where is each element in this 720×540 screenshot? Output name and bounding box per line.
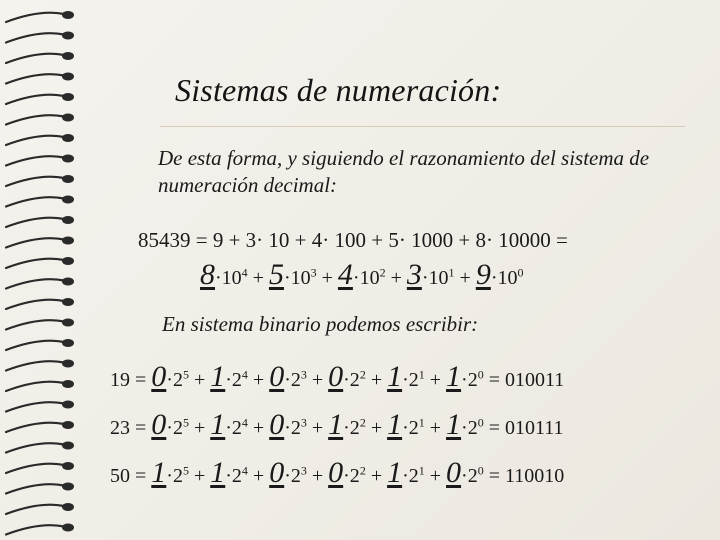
spiral-ring	[6, 423, 64, 432]
term-exponent: 0	[477, 367, 484, 382]
term-exponent: 5	[182, 463, 189, 478]
spiral-hole	[62, 216, 74, 224]
spiral-ring	[6, 238, 64, 247]
term-exponent: 0	[477, 463, 484, 478]
term-exponent: 5	[182, 367, 189, 382]
spiral-hole	[62, 32, 74, 40]
term-digit: 0	[328, 456, 344, 489]
spiral-ring	[6, 279, 64, 288]
row-lhs: 50 =	[110, 465, 152, 487]
title-divider	[160, 126, 685, 127]
spiral-hole	[62, 155, 74, 163]
term-operator: +	[306, 417, 329, 439]
spiral-ring	[6, 464, 64, 473]
binary-row-19	[110, 360, 564, 394]
binary-row-50	[110, 456, 564, 490]
term-exponent: 5	[182, 415, 189, 430]
row-lhs: 19 =	[110, 369, 152, 391]
spiral-hole	[62, 134, 74, 142]
notebook-spiral-binding	[0, 0, 86, 540]
term-operator: +	[454, 267, 476, 289]
powers-of-ten-line	[200, 258, 523, 292]
spiral-hole	[62, 401, 74, 409]
spiral-ring	[6, 361, 64, 370]
term-base: ·2	[225, 369, 242, 391]
term-base: ·2	[402, 465, 419, 487]
term-digit: 1	[446, 360, 462, 393]
term-digit: 1	[210, 456, 226, 489]
term-base: ·2	[402, 417, 419, 439]
term-operator: +	[385, 267, 407, 289]
spiral-hole	[62, 421, 74, 429]
term-operator: +	[306, 465, 329, 487]
term-base: ·10	[283, 267, 311, 289]
spiral-hole	[62, 73, 74, 81]
term-digit: 5	[268, 258, 284, 291]
spiral-hole	[62, 360, 74, 368]
spiral-hole	[62, 442, 74, 450]
term-base: ·10	[490, 267, 518, 289]
term-exponent: 0	[477, 415, 484, 430]
term-digit: 3	[406, 258, 422, 291]
spiral-ring	[6, 218, 64, 227]
binary-row-23	[110, 408, 564, 442]
spiral-hole	[62, 114, 74, 122]
row-lhs: 23 =	[110, 417, 152, 439]
term-digit: 0	[269, 360, 285, 393]
term-digit: 1	[387, 408, 403, 441]
term-exponent: 4	[241, 265, 248, 280]
term-operator: =	[483, 417, 505, 439]
term-exponent: 2	[359, 463, 366, 478]
spiral-hole	[62, 298, 74, 306]
term-operator: =	[483, 369, 505, 391]
term-base: ·2	[284, 417, 301, 439]
spiral-hole	[62, 339, 74, 347]
term-operator: +	[188, 369, 211, 391]
term-digit: 1	[210, 408, 226, 441]
spiral-ring	[6, 136, 64, 145]
term-operator: +	[424, 369, 447, 391]
spiral-ring	[6, 95, 64, 104]
spiral-hole	[62, 278, 74, 286]
spiral-hole	[62, 503, 74, 511]
row-result: 010011	[505, 369, 565, 391]
term-operator: +	[188, 417, 211, 439]
spiral-hole	[62, 52, 74, 60]
spiral-ring	[6, 33, 64, 42]
term-operator: +	[247, 369, 270, 391]
term-digit: 1	[151, 456, 167, 489]
term-operator: +	[424, 465, 447, 487]
term-exponent: 1	[418, 367, 425, 382]
term-exponent: 2	[359, 415, 366, 430]
term-base: ·2	[225, 465, 242, 487]
spiral-hole	[62, 11, 74, 19]
term-digit: 0	[446, 456, 462, 489]
term-operator: +	[247, 417, 270, 439]
spiral-ring	[6, 54, 64, 63]
term-digit: 1	[446, 408, 462, 441]
term-exponent: 2	[359, 367, 366, 382]
term-base: ·2	[284, 369, 301, 391]
term-operator: +	[316, 267, 338, 289]
term-exponent: 1	[418, 463, 425, 478]
term-base: ·2	[284, 465, 301, 487]
term-base: ·10	[215, 267, 242, 289]
term-digit: 1	[328, 408, 344, 441]
term-base: ·2	[166, 369, 183, 391]
term-base: ·2	[461, 417, 478, 439]
term-operator: =	[483, 465, 505, 487]
term-base: ·2	[461, 369, 478, 391]
term-digit: 0	[151, 360, 167, 393]
term-exponent: 2	[379, 265, 386, 280]
spiral-hole	[62, 483, 74, 491]
term-exponent: 3	[300, 367, 307, 382]
term-digit: 9	[475, 258, 491, 291]
term-operator: +	[188, 465, 211, 487]
term-exponent: 3	[300, 463, 307, 478]
binary-note: En sistema binario podemos escribir:	[162, 312, 479, 336]
term-digit: 1	[387, 456, 403, 489]
spiral-ring	[6, 74, 64, 83]
term-exponent: 3	[300, 415, 307, 430]
spiral-ring	[6, 300, 64, 309]
term-digit: 0	[269, 408, 285, 441]
term-base: ·2	[343, 465, 360, 487]
term-base: ·2	[166, 465, 183, 487]
spiral-hole	[62, 93, 74, 101]
term-exponent: 1	[448, 265, 455, 280]
term-operator: +	[365, 465, 388, 487]
term-operator: +	[247, 465, 270, 487]
term-digit: 1	[210, 360, 226, 393]
spiral-hole	[62, 196, 74, 204]
row-result: 010111	[505, 417, 564, 439]
spiral-hole	[62, 524, 74, 532]
row-result: 110010	[505, 465, 565, 487]
spiral-ring	[6, 156, 64, 165]
term-operator: +	[365, 417, 388, 439]
spiral-ring	[6, 320, 64, 329]
spiral-ring	[6, 115, 64, 124]
term-base: ·2	[461, 465, 478, 487]
spiral-ring	[6, 402, 64, 411]
term-exponent: 1	[418, 415, 425, 430]
spiral-hole	[62, 175, 74, 183]
spiral-hole	[62, 462, 74, 470]
term-operator: +	[247, 267, 269, 289]
slide-title: Sistemas de numeración:	[175, 72, 502, 108]
intro-text: De esta forma, y siguiendo el razonamiento del sistema de numeración decimal:	[158, 146, 650, 197]
spiral-ring	[6, 13, 64, 22]
term-exponent: 3	[310, 265, 317, 280]
term-operator: +	[365, 369, 388, 391]
spiral-ring	[6, 505, 64, 514]
term-base: ·2	[343, 369, 360, 391]
spiral-hole	[62, 257, 74, 265]
decimal-expansion-line: 85439 = 9 + 3· 10 + 4· 100 + 5· 1000 + 8· 10000 =	[138, 228, 568, 252]
term-digit: 1	[387, 360, 403, 393]
spiral-hole	[62, 237, 74, 245]
term-exponent: 4	[241, 463, 248, 478]
term-digit: 0	[328, 360, 344, 393]
spiral-ring	[6, 443, 64, 452]
term-base: ·2	[225, 417, 242, 439]
term-digit: 0	[269, 456, 285, 489]
spiral-hole	[62, 380, 74, 388]
term-base: ·2	[166, 417, 183, 439]
term-exponent: 0	[517, 265, 524, 280]
spiral-ring	[6, 259, 64, 268]
term-exponent: 4	[241, 367, 248, 382]
term-base: ·2	[343, 417, 360, 439]
spiral-ring	[6, 341, 64, 350]
spiral-ring	[6, 484, 64, 493]
term-digit: 8	[200, 258, 215, 291]
term-exponent: 4	[241, 415, 248, 430]
term-base: ·10	[421, 267, 449, 289]
spiral-ring	[6, 197, 64, 206]
spiral-ring	[6, 177, 64, 186]
spiral-ring	[6, 382, 64, 391]
term-operator: +	[306, 369, 329, 391]
spiral-hole	[62, 319, 74, 327]
term-digit: 4	[337, 258, 353, 291]
term-digit: 0	[151, 408, 167, 441]
term-base: ·10	[352, 267, 380, 289]
term-base: ·2	[402, 369, 419, 391]
term-operator: +	[424, 417, 447, 439]
spiral-ring	[6, 525, 64, 534]
